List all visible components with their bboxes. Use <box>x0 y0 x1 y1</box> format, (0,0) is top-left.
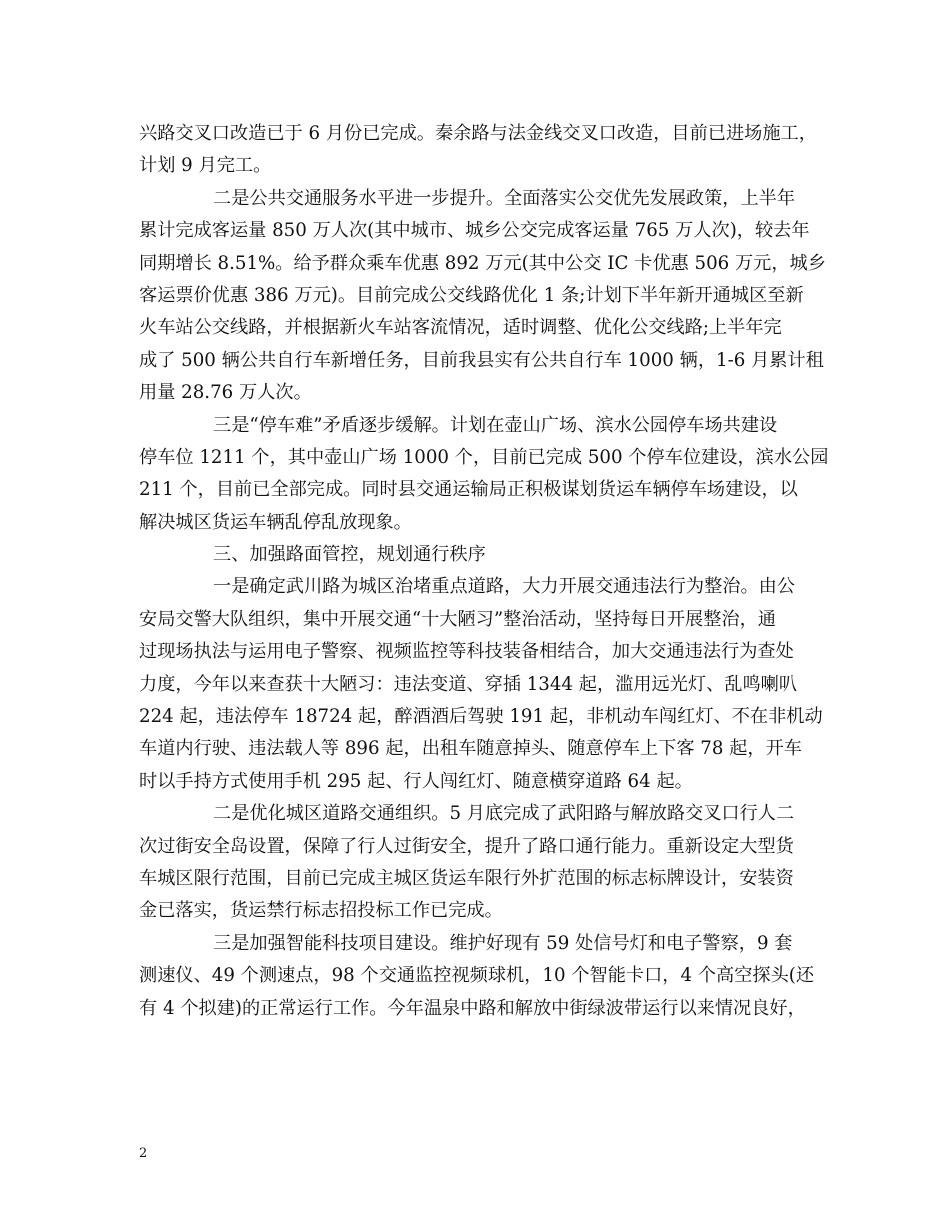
paragraph-first-line: 二是优化城区道路交通组织。5 月底完成了武阳路与解放路交叉口行人二 <box>213 803 795 825</box>
text-line: 计划 9 月完工。 <box>139 155 272 177</box>
text-line: 224 起，违法停车 18724 起，醉酒酒后驾驶 191 起，非机动车闯红灯、不在非机动 <box>139 706 823 728</box>
text-line: 车道内行驶、违法载人等 896 起，出租车随意掉头、随意停车上下客 78 起，开车 <box>139 738 802 760</box>
text-line: 有 4 个拟建)的正常运行工作。今年温泉中路和解放中街绿波带运行以来情况良好， <box>139 997 806 1019</box>
text-line: 次过街安全岛设置，保障了行人过街安全，提升了路口通行能力。重新设定大型货 <box>139 835 794 857</box>
text-line: 停车位 1211 个，其中壶山广场 1000 个，目前已完成 500 个停车位建设，滨水公园 <box>139 446 829 468</box>
text-line: 解决城区货运车辆乱停乱放现象。 <box>139 511 412 533</box>
text-line: 211 个，目前已全部完成。同时县交通运输局正积极谋划货运车辆停车场建设，以 <box>139 479 798 501</box>
section-heading: 三、加强路面管控，规划通行秩序 <box>213 544 486 566</box>
text-line: 车城区限行范围，目前已完成主城区货运车限行外扩范围的标志标牌设计，安装资 <box>139 867 794 889</box>
text-line: 累计完成客运量 850 万人次(其中城市、城乡公交完成客运量 765 万人次)，较去年 <box>139 220 810 242</box>
text-line: 用量 28.76 万人次。 <box>139 382 312 404</box>
text-line: 成了 500 辆公共自行车新增任务，目前我县实有公共自行车 1000 辆，1-6 月累计租 <box>139 349 824 371</box>
text-line: 过现场执法与运用电子警察、视频监控等科技装备相结合，加大交通违法行为查处 <box>139 641 794 663</box>
paragraph-first-line: 二是公共交通服务水平进一步提升。全面落实公交优先发展政策，上半年 <box>213 187 796 209</box>
text-line: 力度，今年以来查获十大陋习：违法变道、穿插 1344 起，滥用远光灯、乱鸣喇叭 <box>139 673 798 695</box>
document-body <box>139 118 829 1025</box>
paragraph-first-line: 三是加强智能科技项目建设。维护好现有 59 处信号灯和电子警察，9 套 <box>213 932 793 954</box>
text-line: 时以手持方式使用手机 295 起、行人闯红灯、随意横穿道路 64 起。 <box>139 770 693 792</box>
text-line: 测速仪、49 个测速点，98 个交通监控视频球机，10 个智能卡口，4 个高空探头(还 <box>139 965 815 987</box>
text-line: 兴路交叉口改造已于 6 月份已完成。秦余路与法金线交叉口改造，目前已进场施工， <box>139 123 817 144</box>
paragraph-first-line: 三是“停车难”矛盾逐步缓解。计划在壶山广场、滨水公园停车场共建设 <box>213 414 778 436</box>
text-line: 火车站公交线路，并根据新火车站客流情况，适时调整、优化公交线路;上半年完 <box>139 317 782 339</box>
page-number: 2 <box>139 1146 148 1161</box>
text-line: 客运票价优惠 386 万元)。目前完成公交线路优化 1 条;计划下半年新开通城区至新 <box>139 284 804 306</box>
text-line: 同期增长 8.51%。给予群众乘车优惠 892 万元(其中公交 IC 卡优惠 506 万元，城乡 <box>139 252 826 274</box>
text-line: 金已落实，货运禁行标志招投标工作已完成。 <box>139 900 503 922</box>
paragraph-first-line: 一是确定武川路为城区治堵重点道路，大力开展交通违法行为整治。由公 <box>213 576 796 598</box>
text-line: 安局交警大队组织，集中开展交通“十大陋习”整治活动，坚持每日开展整治，通 <box>139 608 776 630</box>
